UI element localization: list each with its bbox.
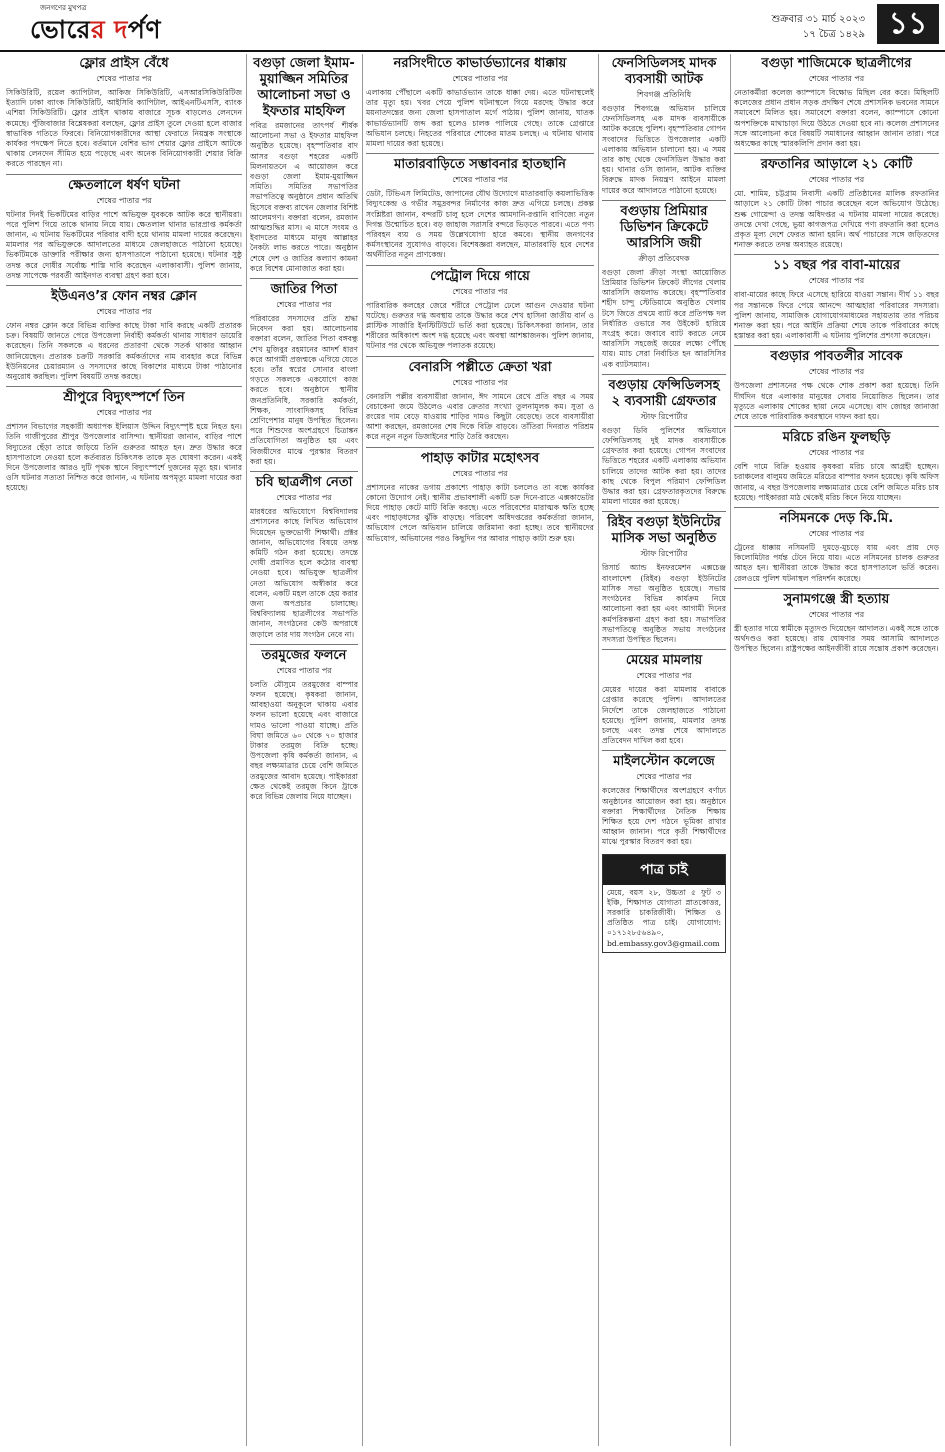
article-separator (734, 426, 939, 427)
article[interactable] (6, 386, 242, 493)
article[interactable] (734, 153, 939, 250)
article-body: প্রশাসনের নাকের ডগায় প্রকাশ্যে পাহাড় কাটা চললেও তা বন্ধে কার্যকর কোনো উদ্যোগ নেই। স্থানীয় প্রভাবশালী একটি চক্র দিনে-রাতে এক্সকাভেটর দিয়ে পাহাড় কেটে মাটি বিক্রি করছে। এতে পরিবেশের মারাত্মক ক্ষতি হচ্ছে এবং পাহাড়ধসের ঝুঁকি বাড়ছে। পরিবেশ অধিদপ্তরের কর্মকর্তারা জানান, অভিযোগ পেলে অভিযান চালিয়ে জরিমানা করা হচ্ছে। তবে স্থানীয়দের অভিযোগ, অভিযানের পরও কিছুদিন পর আবার পাহাড় কাটা শুরু হয়। (366, 482, 594, 543)
article-subhead: শেষের পাতার পর (808, 529, 865, 539)
article-body: পবিত্র রমজানের তাৎপর্য শীর্ষক আলোচনা সভা ও ইফতার মাহফিল অনুষ্ঠিত হয়েছে। বৃহস্পতিবার বাদ আসর বগুড়া শহরের একটি মিলনায়তনে এ আয়োজন করে বগুড়া জেলা ইমাম-মুয়াজ্জিন সমিতি। সমিতির সভাপতির সভাপতিত্বে অনুষ্ঠানে প্রধান অতিথি হিসেবে বক্তব্য রাখেন জেলার বিশিষ্ট আলেমগণ। বক্তারা বলেন, রমজান আত্মশুদ্ধির মাস। এ মাসে সংযম ও ইবাদতের মাধ্যমে মানুষ আল্লাহর নৈকট্য লাভ করতে পারে। অনুষ্ঠান শেষে দেশ ও জাতির কল্যাণ কামনা করে বিশেষ মোনাজাত করা হয়। (250, 121, 358, 273)
article[interactable] (602, 200, 726, 370)
article[interactable] (602, 750, 726, 847)
article-body: চলতি মৌসুমে তরমুজের বাম্পার ফলন হয়েছে। কৃষকরা জানান, আবহাওয়া অনুকূলে থাকায় এবার ফলন ভালো হয়েছে এবং বাজারে দামও ভালো পাওয়া যাচ্ছে। প্রতি বিঘা জমিতে ৬০ থেকে ৭০ হাজার টাকার তরমুজ বিক্রি হচ্ছে। উপজেলা কৃষি কর্মকর্তা জানান, এ বছর লক্ষ্যমাত্রার চেয়ে বেশি জমিতে তরমুজের আবাদ হয়েছে। পাইকাররা ক্ষেত থেকেই তরমুজ কিনে ট্রাকে করে বিভিন্ন জেলায় নিয়ে যাচ্ছেন। (250, 679, 358, 801)
article-separator (366, 356, 594, 357)
article-separator (734, 254, 939, 255)
article-subhead: শেষের পাতার পর (636, 772, 692, 782)
article-body: কলেজের শিক্ষার্থীদের অংশগ্রহণে বর্ণাঢ্য অনুষ্ঠানের আয়োজন করা হয়। অনুষ্ঠানে বক্তারা শিক্ষার্থীদের নৈতিক শিক্ষায় শিক্ষিত হয়ে দেশ গঠনে ভূমিকা রাখার আহ্বান জানান। পরে কৃতী শিক্ষার্থীদের মাঝে পুরস্কার বিতরণ করা হয়। (602, 786, 726, 847)
article-headline[interactable]: তরমুজের ফলনে (261, 647, 347, 663)
article[interactable] (366, 153, 594, 260)
article-headline[interactable]: চবি ছাত্রলীগ নেতা (255, 475, 353, 491)
article[interactable] (250, 471, 358, 640)
date-gregorian: শুক্রবার ৩১ মার্চ ২০২৩ (771, 14, 865, 25)
article-headline[interactable]: শ্রীপুরে বিদ্যুৎস্পর্শে তিন (63, 390, 185, 406)
article-subhead: শেষের পাতার পর (96, 195, 152, 205)
article-body: নেতাকর্মীরা কলেজ ক্যাম্পাসে বিক্ষোভ মিছিল বের করে। মিছিলটি কলেজের প্রধান প্রধান সড়ক প্রদক্ষিণ শেষে প্রশাসনিক ভবনের সামনে সমাবেশে মিলিত হয়। সমাবেশে বক্তারা বলেন, ক্যাম্পাসে কোনো অপশক্তিকে মাথাচাড়া দিয়ে উঠতে দেওয়া হবে না। কলেজ প্রশাসনের সঙ্গে আলোচনা করে বিষয়টি সমাধানের আহ্বান জানান তারা। পরে অধ্যক্ষের কাছে স্মারকলিপি প্রদান করা হয়। (734, 88, 939, 149)
article-headline[interactable]: রফতানির আড়ালে ২১ কোটি (760, 157, 913, 173)
article[interactable] (366, 356, 594, 443)
article-headline[interactable]: নসিমনকে দেড় কি.মি. (779, 511, 894, 527)
article[interactable] (250, 278, 358, 467)
article-body: পারিবারিক কলহের জেরে শরীরে পেট্রোল ঢেলে আগুন দেওয়ার ঘটনা ঘটেছে। গুরুতর দগ্ধ অবস্থায় তাকে উদ্ধার করে শেখ হাসিনা জাতীয় বার্ন ও প্লাস্টিক সার্জারি ইনস্টিটিউটে ভর্তি করা হয়েছে। চিকিৎসকরা জানান, তার শরীরের অধিকাংশ অংশ দগ্ধ হয়েছে এবং অবস্থা আশঙ্কাজনক। পুলিশ জানায়, ঘটনার পর থেকে অভিযুক্ত পলাতক রয়েছে। (366, 300, 594, 351)
article-subhead: শেষের পাতার পর (808, 609, 865, 619)
article-separator (6, 174, 242, 175)
column-4-articles (602, 56, 726, 848)
article-subhead: শেষের পাতার পর (452, 286, 508, 296)
column-5 (734, 54, 939, 1446)
logo-text-3: র্পণ (127, 15, 162, 44)
article-headline[interactable]: ফ্লোর প্রাইস বেঁধে (79, 56, 169, 71)
article[interactable] (734, 56, 939, 149)
article-separator (602, 200, 726, 201)
article-body: পরিবারের সদস্যদের প্রতি শ্রদ্ধা নিবেদন করা হয়। আলোচনায় বক্তারা বলেন, জাতির পিতা বঙ্গবন্ধু শেখ মুজিবুর রহমানের আদর্শ ধারণ করে আগামী প্রজন্মকে এগিয়ে যেতে হবে। তাঁর স্বপ্নের সোনার বাংলা গড়তে সকলকে একযোগে কাজ করতে হবে। অনুষ্ঠানে স্থানীয় জনপ্রতিনিধি, সরকারি কর্মকর্তা, শিক্ষক, সাংবাদিকসহ বিভিন্ন শ্রেণিপেশার মানুষ উপস্থিত ছিলেন। পরে শিশুদের অংশগ্রহণে চিত্রাঙ্কন প্রতিযোগিতা অনুষ্ঠিত হয় এবং বিজয়ীদের মাঝে পুরস্কার বিতরণ করা হয়। (250, 314, 358, 466)
article-separator (366, 447, 594, 448)
classified-ad-title: পাত্র চাই (603, 855, 725, 885)
article-separator (602, 649, 726, 650)
column-1 (6, 54, 242, 1446)
column-divider (598, 54, 599, 1446)
article-headline[interactable]: পেট্রোল দিয়ে গায়ে (430, 268, 530, 284)
article-body: বেনারসি পল্লীর ব্যবসায়ীরা জানান, ঈদ সামনে রেখে প্রতি বছর এ সময় বেচাকেনা জমে উঠলেও এবার ক্রেতার সংখ্যা তুলনামূলক কম। সুতা ও রংয়ের দাম বেড়ে যাওয়ায় শাড়ির দামও কিছুটা বেড়েছে। তবে ব্যবসায়ীরা আশা করছেন, রমজানের শেষ দিকে বিক্রি বাড়বে। তাঁতিরা দিনরাত পরিশ্রম করে নতুন নতুন ডিজাইনের শাড়ি তৈরি করছেন। (366, 391, 594, 442)
article-subhead: শেষের পাতার পর (276, 493, 332, 503)
article-body: ডেটা, টিভিএস লিমিটেড, জাপানের যৌথ উদ্যোগে মাতারবাড়ি কয়লাভিত্তিক বিদ্যুৎকেন্দ্র ও গভীর সমুদ্রবন্দর নির্মাণের কাজ দ্রুত এগিয়ে চলছে। প্রকল্প সংশ্লিষ্টরা জানান, বন্দরটি চালু হলে দেশের আমদানি-রপ্তানি বাণিজ্যে নতুন দিগন্ত উন্মোচিত হবে। বড় জাহাজ সরাসরি বন্দরে ভিড়তে পারবে। এতে পণ্য পরিবহন ব্যয় ও সময় উল্লেখযোগ্য হারে কমবে। স্থানীয় জনগণের কর্মসংস্থানের সুযোগও বাড়বে। বিশেষজ্ঞরা বলছেন, মাতারবাড়ি হবে দেশের অর্থনীতির নতুন প্রাণকেন্দ্র। (366, 189, 594, 260)
article-body: রিসার্চ অ্যান্ড ইনফরমেশন এক্সচেঞ্জ বাংলাদেশ (রিইব) বগুড়া ইউনিটের মাসিক সভা অনুষ্ঠিত হয়েছে। সভায় সংগঠনের বিভিন্ন কার্যক্রম নিয়ে আলোচনা করা হয় এবং আগামী দিনের কর্মপরিকল্পনা গ্রহণ করা হয়। সভাপতির সভাপতিত্বে অনুষ্ঠিত সভায় সংগঠনের সদস্যরা উপস্থিত ছিলেন। (602, 563, 726, 644)
article-subhead: স্টাফ রিপোর্টার (640, 411, 688, 421)
article-body: ট্রেনের ধাক্কায় নসিমনটি দুমড়ে-মুচড়ে যায় এবং প্রায় দেড় কিলোমিটার পর্যন্ত টেনে নিয়ে যায়। এতে নসিমনের চালক গুরুতর আহত হন। স্থানীয়রা তাকে উদ্ধার করে হাসপাতালে ভর্তি করেন। রেলওয়ে পুলিশ ঘটনাস্থল পরিদর্শন করেছে। (734, 543, 939, 583)
article-subhead: শেষের পাতার পর (452, 74, 508, 83)
article[interactable] (602, 56, 726, 196)
article[interactable] (366, 56, 594, 149)
column-3 (366, 54, 594, 1446)
date-bengali: ১৭ চৈত্র ১৪২৯ (802, 29, 865, 40)
article-subhead: শেষের পাতার পর (636, 671, 692, 681)
article-headline[interactable]: বগুড়ায় ফেন্সিডিলসহ ২ ব্যবসায়ী গ্রেফতার (608, 377, 720, 409)
article[interactable] (366, 265, 594, 352)
newspaper-logo[interactable] (30, 10, 161, 53)
article-separator (734, 153, 939, 154)
article-subhead: শেষের পাতার পর (96, 408, 152, 418)
article-headline[interactable]: রিইব বগুড়া ইউনিটের মাসিক সভা অনুষ্ঠিত (607, 515, 721, 547)
article-subhead: শেষের পাতার পর (808, 74, 865, 83)
article-subhead: শেষের পাতার পর (808, 448, 865, 458)
article-subhead: শেষের পাতার পর (452, 468, 508, 478)
article[interactable] (250, 644, 358, 802)
article[interactable] (6, 285, 242, 382)
article-body: মারধরের অভিযোগে বিশ্ববিদ্যালয় প্রশাসনের কাছে লিখিত অভিযোগ দিয়েছেন ভুক্তভোগী শিক্ষার্থী। প্রক্টর জানান, অভিযোগের বিষয়ে তদন্ত কমিটি গঠন করা হয়েছে। তদন্তে দোষী প্রমাণিত হলে কঠোর ব্যবস্থা নেওয়া হবে। অভিযুক্ত ছাত্রলীগ নেতা অভিযোগ অস্বীকার করে বলেন, একটি মহল তাকে হেয় করার জন্য অপপ্রচার চালাচ্ছে। বিশ্ববিদ্যালয় ছাত্রলীগের সভাপতি জানান, সংগঠনের কেউ অপরাধে জড়ালে তার দায় সংগঠন নেবে না। (250, 507, 358, 639)
article-body: ঘটনার দিনই ভিকটিমের বাড়ির পাশে অভিযুক্ত যুবককে আটক করে স্থানীয়রা। পরে পুলিশ গিয়ে তাকে থানায় নিয়ে যায়। ক্ষেতলাল থানার ভারপ্রাপ্ত কর্মকর্তা জানান, এ ঘটনায় ভিকটিমের পরিবার বাদী হয়ে থানায় মামলা দায়ের করেছেন। মামলার পর অভিযুক্তকে আদালতের মাধ্যমে জেলহাজতে পাঠানো হয়েছে। ভিকটিমকে ডাক্তারি পরীক্ষার জন্য হাসপাতালে পাঠানো হয়েছে। ঘটনার সুষ্ঠু তদন্ত করে দোষীর সর্বোচ্চ শাস্তি দাবি করেছেন এলাকাবাসী। পুলিশ জানায়, তদন্ত সাপেক্ষে পরবর্তী আইনগত ব্যবস্থা গ্রহণ করা হবে। (6, 209, 242, 280)
article-headline[interactable]: মরিচে রঙিন ফুলছড়ি (782, 430, 891, 446)
article-body: ফোন নম্বর ক্লোন করে বিভিন্ন ব্যক্তির কাছে টাকা দাবি করছে একটি প্রতারক চক্র। বিষয়টি জানতে পেরে উপজেলা নির্বাহী কর্মকর্তা থানায় সাধারণ ডায়েরি করেছেন। তিনি সকলকে এ ধরনের প্রতারণা থেকে সতর্ক থাকার আহ্বান জানিয়েছেন। প্রতারক চক্রটি সরকারি কর্মকর্তাদের নাম ব্যবহার করে বিভিন্ন ইউনিয়নের চেয়ারম্যান ও সদস্যদের কাছে বিকাশের মাধ্যমে টাকা পাঠানোর অনুরোধ করছিল। পুলিশ বিষয়টি তদন্ত করছে। (6, 321, 242, 382)
article-separator (250, 471, 358, 472)
article-separator (602, 374, 726, 375)
column-divider (362, 54, 363, 1446)
article[interactable] (734, 507, 939, 584)
article-headline[interactable]: বগুড়া শাজিমেকে ছাত্রলীগের (761, 56, 912, 71)
article-separator (734, 507, 939, 508)
article-body: সিকিউরিটি, রয়েল ক্যাপিটাল, আকিজ সিকিউরিটি, এসআরসিকিউরিটিজ ইত্যাদি ঢাকা ব্যাংক সিকিউরিটি, আইসিবি ক্যাপিটাল, আইএনটিএসসি, ব্যাংক এশিয়া সিকিউরিটি। ফ্লোর প্রাইস থাকায় বাজারে সূচক বাড়লেও লেনদেন কমেছে। পুঁজিবাজার বিশ্লেষকরা বলছেন, ফ্লোর প্রাইস তুলে দেওয়া হলে বাজার স্বাভাবিক গতিতে ফিরবে। বিনিয়োগকারীদের আস্থা ফেরাতে নিয়ন্ত্রক সংস্থাকে কার্যকর পদক্ষেপ নিতে হবে। বর্তমানে বেশির ভাগ শেয়ার ফ্লোর প্রাইসে আটকে থাকায় লেনদেন সীমিত হয়ে পড়েছে এবং অনেক বিনিয়োগকারী শেয়ার বিক্রি করতে পারছেন না। (6, 88, 242, 169)
column-divider (730, 54, 731, 1446)
masthead-tagline: জনগণের মুখপত্র (40, 4, 87, 12)
article-body: এলাকায় পৌঁছালে একটি কাভার্ডভ্যান তাকে ধাক্কা দেয়। এতে ঘটনাস্থলেই তার মৃত্যু হয়। খবর পেয়ে পুলিশ ঘটনাস্থলে গিয়ে মরদেহ উদ্ধার করে ময়নাতদন্তের জন্য জেলা হাসপাতাল মর্গে পাঠায়। পুলিশ জানায়, ঘাতক কাভার্ডভ্যানটি জব্দ করা হলেও চালক পালিয়ে গেছে। তাকে গ্রেপ্তারে অভিযান চলছে। নিহতের পরিবারে শোকের মাতম চলছে। এ ঘটনায় থানায় মামলা দায়ের করা হয়েছে। (366, 88, 594, 149)
article-subhead: শেষের পাতার পর (452, 377, 508, 387)
article-body: স্ত্রী হত্যার দায়ে স্বামীকে মৃত্যুদণ্ড দিয়েছেন আদালত। একই সঙ্গে তাকে অর্থদণ্ডও করা হয়েছে। রায় ঘোষণার সময় আসামি আদালতে উপস্থিত ছিলেন। রাষ্ট্রপক্ষের আইনজীবী রায়ে সন্তোষ প্রকাশ করেছেন। (734, 623, 939, 654)
article-headline[interactable]: ইউএনও’র ফোন নম্বর ক্লোন (51, 289, 197, 305)
article-body: বগুড়া ডিবি পুলিশের অভিযানে ফেন্সিডিলসহ দুই মাদক ব্যবসায়ীকে গ্রেফতার করা হয়েছে। গোপন সংবাদের ভিত্তিতে শহরের একটি এলাকায় অভিযান চালিয়ে তাদের আটক করা হয়। তাদের কাছ থেকে বিপুল পরিমাণ ফেন্সিডিল উদ্ধার করা হয়। গ্রেফতারকৃতদের বিরুদ্ধে মামলা দায়ের করা হয়েছে। (602, 425, 726, 507)
article-subhead: স্টাফ রিপোর্টার (640, 549, 688, 559)
article-body: মেয়ের দায়ের করা মামলায় বাবাকে গ্রেপ্তার করেছে পুলিশ। আদালতের নির্দেশে তাকে জেলহাজতে পাঠানো হয়েছে। পুলিশ জানায়, মামলার তদন্ত চলছে এবং তদন্ত শেষে আদালতে প্রতিবেদন দাখিল করা হবে। (602, 685, 726, 746)
article[interactable] (602, 374, 726, 508)
article-headline[interactable]: বেনারসি পল্লীতে ক্রেতা খরা (408, 359, 552, 375)
article-body: উপজেলা প্রশাসনের পক্ষ থেকে শোক প্রকাশ করা হয়েছে। তিনি দীর্ঘদিন ধরে এলাকার মানুষের সেবায় নিয়োজিত ছিলেন। তার মৃত্যুতে এলাকায় শোকের ছায়া নেমে এসেছে। বাদ জোহর জানাজা শেষে তাকে পারিবারিক কবরস্থানে দাফন করা হয়। (734, 381, 939, 422)
page-number: ১১ (877, 4, 939, 44)
article-subhead: শেষের পাতার পর (276, 665, 332, 675)
article[interactable] (602, 511, 726, 645)
article-headline[interactable]: বগুড়ার পাবতলীর সাবেক (770, 349, 903, 365)
article-separator (602, 750, 726, 751)
article-body: বাবা-মায়ের কাছে ফিরে এসেছে হারিয়ে যাওয়া সন্তান। দীর্ঘ ১১ বছর পর সন্তানকে ফিরে পেয়ে আনন্দে আত্মহারা পরিবারের সদস্যরা। পুলিশ জানায়, সামাজিক যোগাযোগমাধ্যমের সহায়তায় তার পরিচয় শনাক্ত করা হয়। পরে আইনি প্রক্রিয়া শেষে তাকে পরিবারের কাছে হস্তান্তর করা হয়। এলাকাবাসী এ ঘটনায় পুলিশের প্রশংসা করেছেন। (734, 290, 939, 341)
article-subhead: শেষের পাতার পর (96, 307, 152, 317)
article-headline[interactable]: সুনামগঞ্জে স্ত্রী হত্যায় (783, 591, 890, 607)
article[interactable] (734, 588, 939, 655)
article-subhead: শেষের পাতার পর (808, 175, 865, 185)
article-subhead: শেষের পাতার পর (452, 175, 508, 185)
article[interactable] (366, 447, 594, 544)
column-2 (250, 54, 358, 1446)
article-subhead: শেষের পাতার পর (808, 367, 865, 377)
article-subhead: ক্রীড়া প্রতিবেদক (638, 253, 690, 263)
article-headline[interactable]: ফেনসিডিলসহ মাদক ব্যবসায়ী আটক (611, 56, 717, 87)
article-body: বগুড়ার শিবগঞ্জে অভিযান চালিয়ে ফেনসিডিলসহ এক মাদক ব্যবসায়ীকে আটক করেছে পুলিশ। বৃহস্পতিবার গোপন সংবাদের ভিত্তিতে উপজেলার একটি এলাকায় অভিযান চালানো হয়। এ সময় তার কাছ থেকে ফেনসিডিল উদ্ধার করা হয়। থানার ওসি জানান, আটক ব্যক্তির বিরুদ্ধে মাদক নিয়ন্ত্রণ আইনে মামলা দায়ের করে আদালতে পাঠানো হয়েছে। (602, 104, 726, 195)
article-subhead: শেষের পাতার পর (808, 276, 865, 286)
column-4 (602, 54, 726, 1446)
article[interactable] (6, 56, 242, 170)
article[interactable] (250, 56, 358, 274)
article-headline[interactable]: ১১ বছর পর বাবা-মায়ের (772, 258, 901, 274)
article-separator (250, 278, 358, 279)
article[interactable] (6, 174, 242, 281)
article-headline[interactable]: মাইলস্টোন কলেজে (613, 754, 715, 770)
article-headline[interactable]: মাতারবাড়িতে সম্ভাবনার হাতছানি (394, 157, 566, 173)
article-separator (6, 285, 242, 286)
article-separator (366, 265, 594, 266)
article[interactable] (734, 426, 939, 503)
masthead (0, 0, 945, 52)
article-headline[interactable]: বগুড়া জেলা ইমাম-মুয়াজ্জিন সমিতির আলোচনা সভা ও ইফতার মাহফিল (253, 56, 355, 119)
article-separator (602, 511, 726, 512)
article-body: বগুড়া জেলা ক্রীড়া সংস্থা আয়োজিত প্রিমিয়ার ডিভিশন ক্রিকেট লীগের খেলায় আরসিসি জয়লাভ করেছে। বৃহস্পতিবার শহীদ চান্দু স্টেডিয়ামে অনুষ্ঠিত খেলায় টসে জিতে প্রথমে ব্যাট করে প্রতিপক্ষ দল নির্ধারিত ওভারে সব উইকেট হারিয়ে সংগ্রহ করে। জবাবে ব্যাট করতে নেমে আরসিসি সহজেই জয়ের লক্ষ্যে পৌঁছে যায়। ম্যাচ সেরা নির্বাচিত হন আরসিসির এক ব্যাটসম্যান। (602, 267, 726, 369)
article-separator (734, 588, 939, 589)
article-subhead: শেষের পাতার পর (96, 74, 152, 83)
article-headline[interactable]: নরসিংদীতে কাভার্ডভ্যানের ধাক্কায় (393, 56, 567, 71)
article-headline[interactable]: মেয়ের মামলায় (625, 653, 703, 669)
classified-ad-body: মেয়ে, বয়স ২৮, উচ্চতা ৫ ফুট ৩ ইঞ্চি, শিক্ষাগত যোগ্যতা স্নাতকোত্তর, সরকারি চাকরিজীবী। শিক্ষিত ও প্রতিষ্ঠিত পাত্র চাই। যোগাযোগ: ০১৭১২৮৫৬৪৯০, bd.embassy.gov3@gmail.com (607, 887, 721, 948)
article-headline[interactable]: ক্ষেতলালে ধর্ষণ ঘটনা (68, 177, 180, 193)
article[interactable] (734, 254, 939, 341)
classified-ad[interactable] (602, 854, 726, 953)
article-separator (366, 153, 594, 154)
logo-text-2: র দ (90, 15, 128, 44)
article[interactable] (734, 345, 939, 422)
article-separator (6, 386, 242, 387)
column-divider (246, 54, 247, 1446)
article-headline[interactable]: পাহাড় কাটার মহোৎসব (420, 450, 540, 466)
article[interactable] (602, 649, 726, 746)
article-separator (250, 644, 358, 645)
article-separator (734, 345, 939, 346)
article-subhead: শিবগঞ্জ প্রতিনিধি (636, 90, 692, 99)
article-headline[interactable]: বগুড়ায় প্রিমিয়ার ডিভিশন ক্রিকেটে আরসিসি জয়ী (620, 203, 708, 251)
article-headline[interactable]: জাতির পিতা (270, 282, 338, 298)
article-body: প্রশাসন বিভাগের সহকারী অধ্যাপক ইলিয়াস উদ্দিন বিদ্যুৎস্পৃষ্ট হয়ে নিহত হন। তিনি গাজীপুরের শ্রীপুর উপজেলার বাসিন্দা। স্থানীয়রা জানান, বাড়ির পাশে বিদ্যুতের ছেঁড়া তারে জড়িয়ে তিনি গুরুতর আহত হন। দ্রুত উদ্ধার করে হাসপাতালে নেওয়া হলে কর্তব্যরত চিকিৎসক তাকে মৃত ঘোষণা করেন। একই দিনে উপজেলার আরও দুটি পৃথক স্থানে বিদ্যুৎস্পর্শে দুজনের মৃত্যু হয়। থানার ওসি ঘটনার সত্যতা নিশ্চিত করে জানান, এ ঘটনায় অপমৃত্যু মামলা দায়ের করা হয়েছে। (6, 422, 242, 493)
article-subhead: শেষের পাতার পর (276, 300, 332, 310)
logo-text-1: ভোরে (30, 15, 91, 44)
article-body: বেশি দামে বিক্রি হওয়ায় কৃষকরা মরিচ চাষে আগ্রহী হচ্ছেন। চরাঞ্চলের বালুময় জমিতে মরিচের বাম্পার ফলন হয়েছে। কৃষি অফিস জানায়, এ বছর উপজেলায় লক্ষ্যমাত্রার চেয়ে বেশি জমিতে মরিচ চাষ হয়েছে। পাইকাররা মাঠ থেকেই মরিচ কিনে নিয়ে যাচ্ছেন। (734, 462, 939, 502)
article-body: মো. শামিম, চট্টগ্রাম নিবাসী একটি প্রতিষ্ঠানের মালিক রফতানির আড়ালে ২১ কোটি টাকা পাচার করেছেন বলে অভিযোগ উঠেছে। শুল্ক গোয়েন্দা ও তদন্ত অধিদপ্তর এ ঘটনায় মামলা দায়ের করেছে। তদন্তে দেখা গেছে, ভুয়া কাগজপত্র দেখিয়ে পণ্য রফতানি করা হলেও প্রকৃত মূল্য দেশে ফেরত আনা হয়নি। অর্থ পাচারের সঙ্গে জড়িতদের শনাক্ত করতে তদন্ত অব্যাহত রয়েছে। (734, 189, 939, 250)
